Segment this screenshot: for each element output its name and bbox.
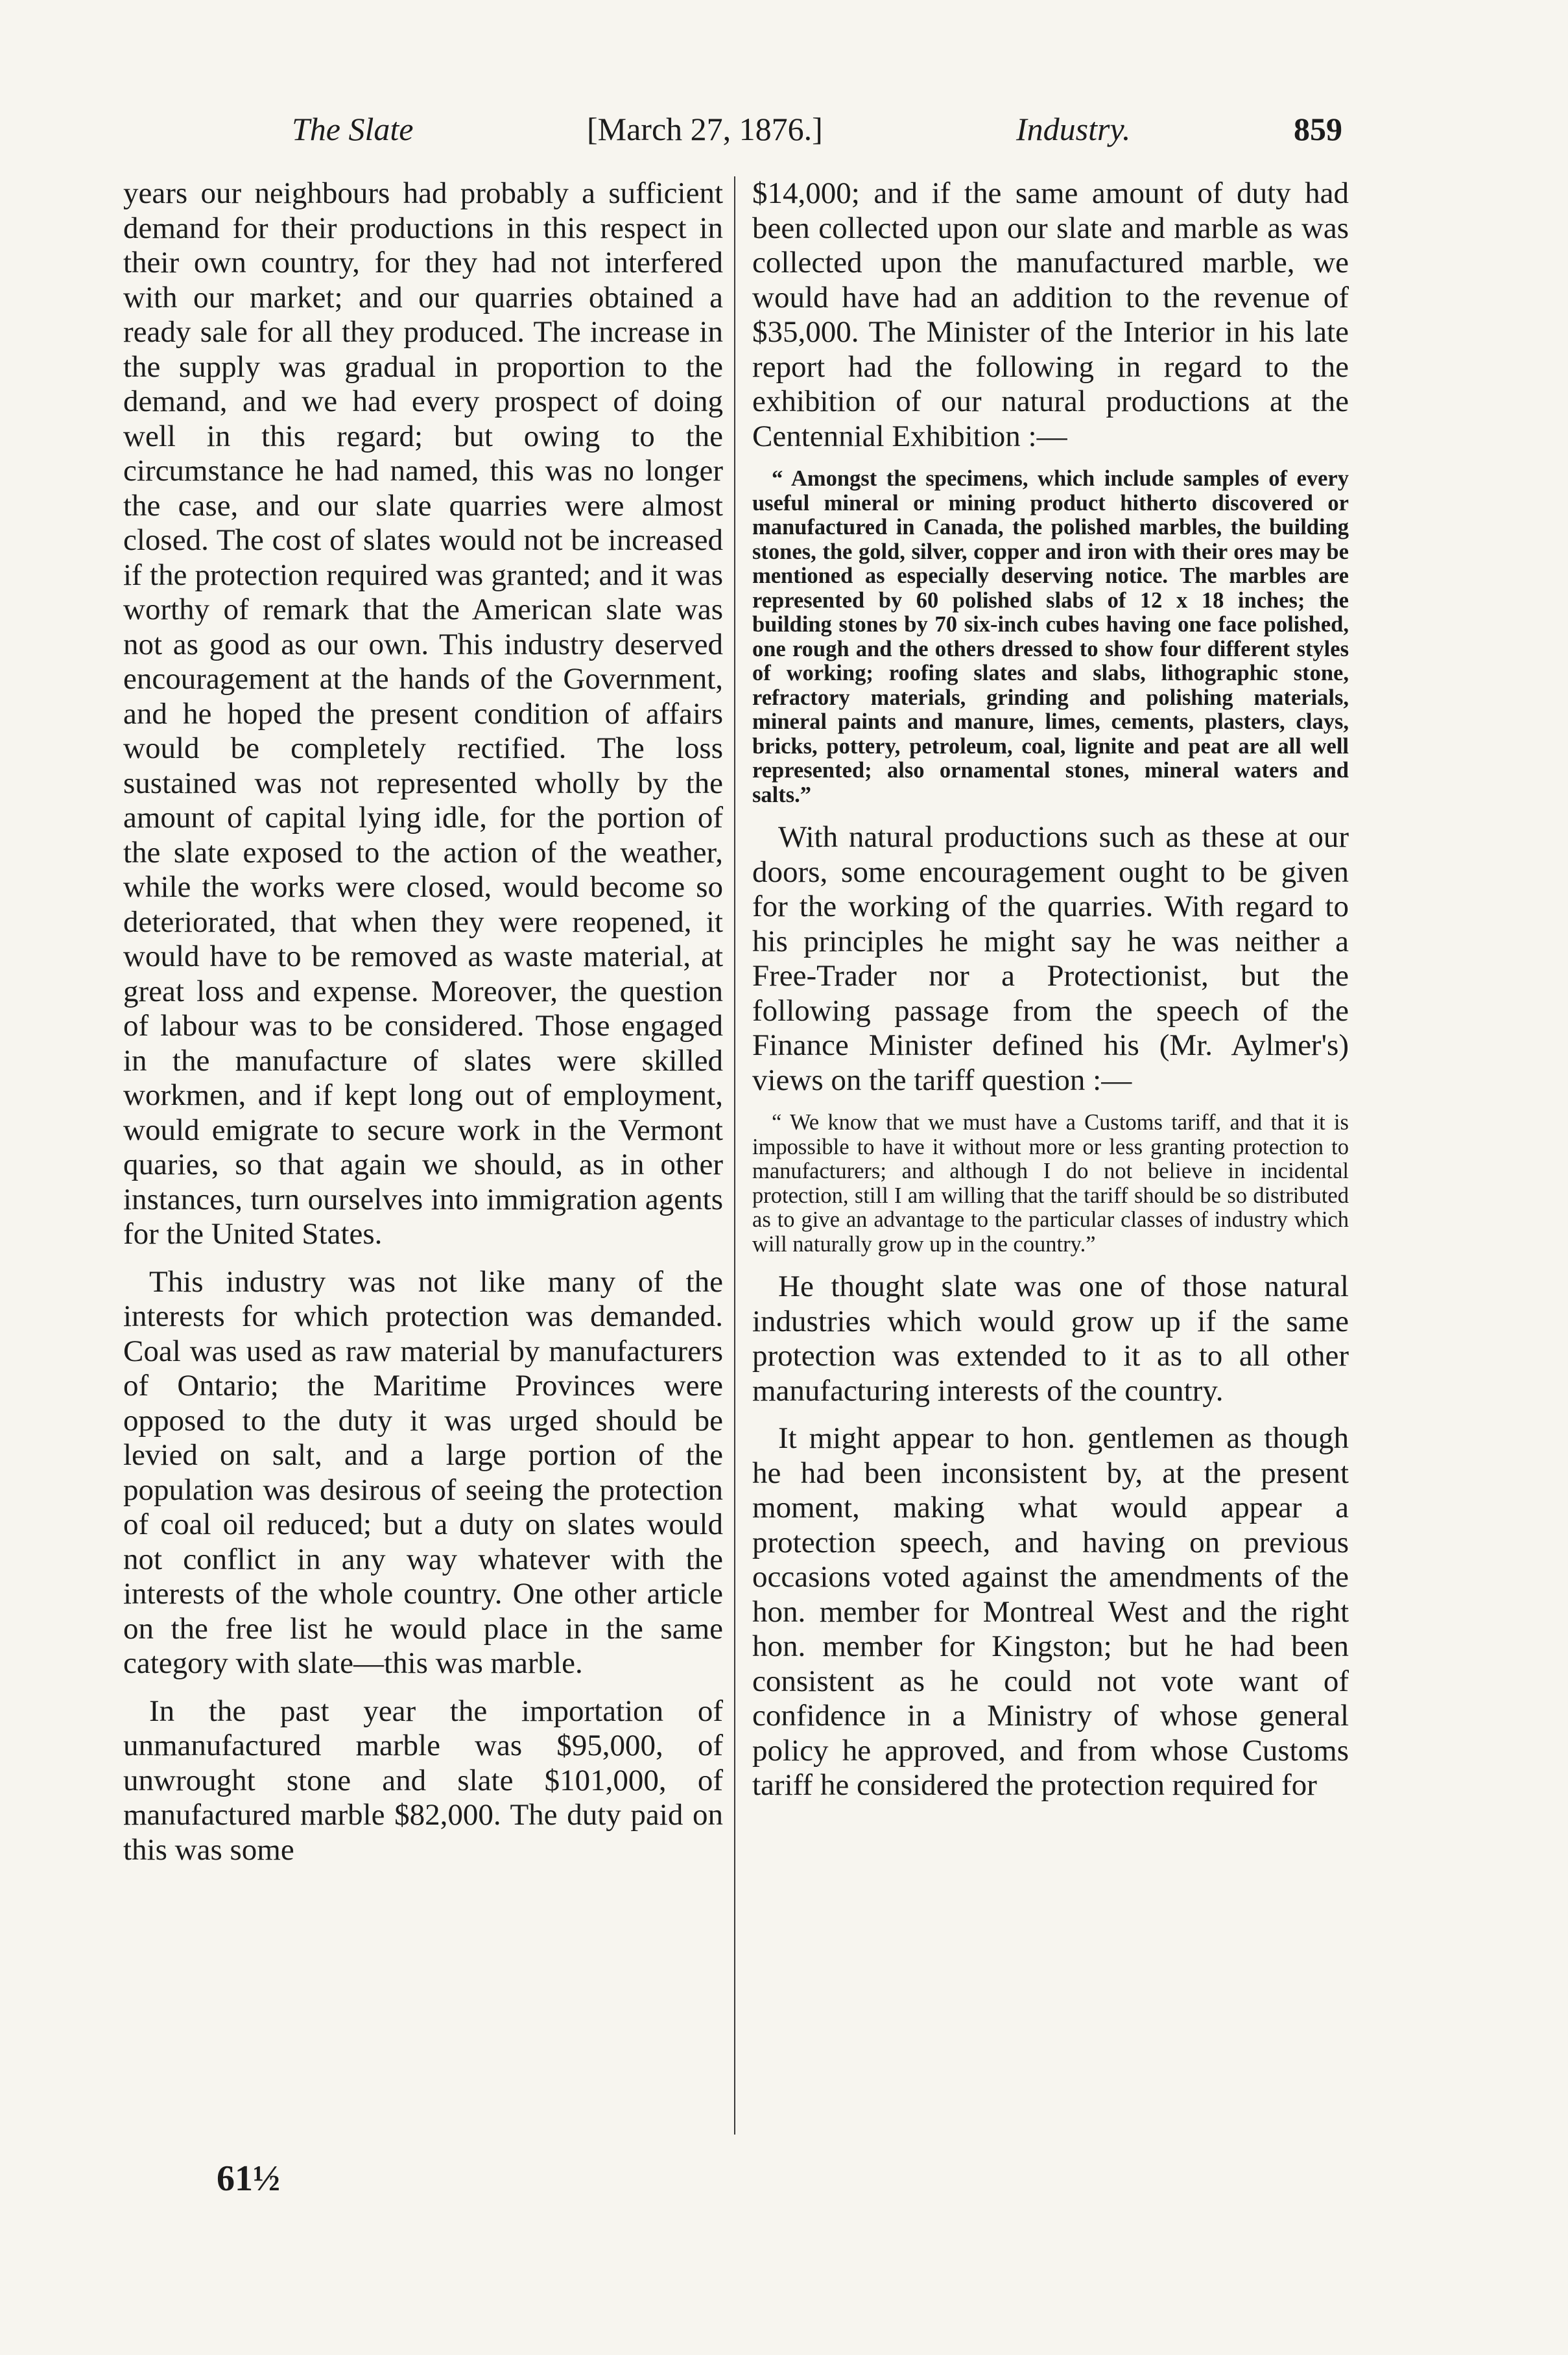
right-paragraph-4: It might appear to hon. gentlemen as though he had been inconsistent by, at the present moment, making what would appear a protection speech, and having on previous occasions voted against the amendments of the hon. member for Montreal West and the right hon. member for Kingston; but he had been consistent as he could not vote want of confidence in a Ministry of whose general policy he approved, and from whose Customs tariff he considered the protection required for	[752, 1421, 1349, 1802]
header-date: [March 27, 1876.]	[587, 111, 823, 147]
header-topic: Industry.	[1016, 111, 1131, 147]
signature-mark: 61½	[217, 2159, 280, 2199]
column-divider	[734, 176, 735, 2135]
right-paragraph-3: He thought slate was one of those natural industries which would grow up if the same protection was extended to it as to all other manufacturing interests of the country.	[752, 1270, 1349, 1408]
block-quote-finance-minister: “ We know that we must have a Customs tariff, and that it is impossible to have it without more or less granting protection to manufacturers; and although I do not believe in incidental protection, still I am willing that the tariff should be so distributed as to give an advantage to the particular classes of industry which will naturally grow up in the country.”	[752, 1110, 1349, 1257]
left-column	[123, 176, 723, 1867]
block-quote-interior-report: “ Amongst the specimens, which include samples of every useful mineral or mining product hitherto discovered or manufactured in Canada, the polished marbles, the building stones, the gold, silver, copper and iron with their ores may be mentioned as especially deserving notice. The marbles are represented by 60 polished slabs of 12 x 18 inches; the building stones by 70 six-inch cubes having one face polished, one rough and the others dressed to show four different styles of working; roofing slates and slabs, lithographic stone, refractory materials, grinding and polishing materials, mineral paints and manure, limes, cements, plasters, clays, bricks, pottery, petroleum, coal, lignite and peat are all well represented; also ornamental stones, mineral waters and salts.”	[752, 466, 1349, 807]
left-paragraph-1: years our neighbours had probably a sufficient demand for their productions in this respect in their own country, for they had not interfered with our market; and our quarries obtained a ready sale for all they produced. The increase in the supply was gradual in proportion to the demand, and we had every prospect of doing well in this regard; but owing to the circumstance he had named, this was no longer the case, and our slate quarries were almost closed. The cost of slates would not be increased if the protection required was granted; and it was worthy of remark that the American slate was not as good as our own. This industry deserved encouragement at the hands of the Government, and he hoped the present condition of affairs would be completely rectified. The loss sustained was not represented wholly by the amount of capital lying idle, for the portion of the slate exposed to the action of the weather, while the works were closed, would become so deteriorated, that when they were reopened, it would have to be removed as waste material, at great loss and expense. Moreover, the question of labour was to be considered. Those engaged in the manufacture of slates were skilled workmen, and if kept long out of employment, would emigrate to secure work in the Vermont quaries, so that again we should, as in other instances, turn ourselves into immigration agents for the United States.	[123, 176, 723, 1251]
left-paragraph-3: In the past year the importation of unmanufactured marble was $95,000, of unwrought stone and slate $101,000, of manufactured marble $82,000. The duty paid on this was some	[123, 1694, 723, 1867]
left-paragraph-2: This industry was not like many of the interests for which protection was demanded. Coal was used as raw material by manufacturers of Ontario; the Maritime Provinces were opposed to the duty it was urged should be levied on salt, and a large portion of the population was desirous of seeing the protection of coal oil reduced; but a duty on slates would not conflict in any way whatever with the interests of the whole country. One other article on the free list he would place in the same category with slate—this was marble.	[123, 1264, 723, 1680]
running-header	[292, 110, 1342, 169]
right-column	[752, 176, 1349, 1803]
right-paragraph-1: $14,000; and if the same amount of duty had been collected upon our slate and marble as was collected upon the manufactured marble, we would have had an addition to the revenue of $35,000. The Minister of the Interior in his late report had the following in regard to the exhibition of our natural productions at the Centennial Exhibition :—	[752, 176, 1349, 453]
page-number: 859	[1294, 111, 1342, 147]
right-paragraph-2: With natural productions such as these at our doors, some encouragement ought to be given for the working of the quarries. With regard to his principles he might say he was neither a Free-Trader nor a Protectionist, but the following passage from the speech of the Finance Minister defined his (Mr. Aylmer's) views on the tariff question :—	[752, 820, 1349, 1097]
header-section-title: The Slate	[292, 111, 414, 147]
